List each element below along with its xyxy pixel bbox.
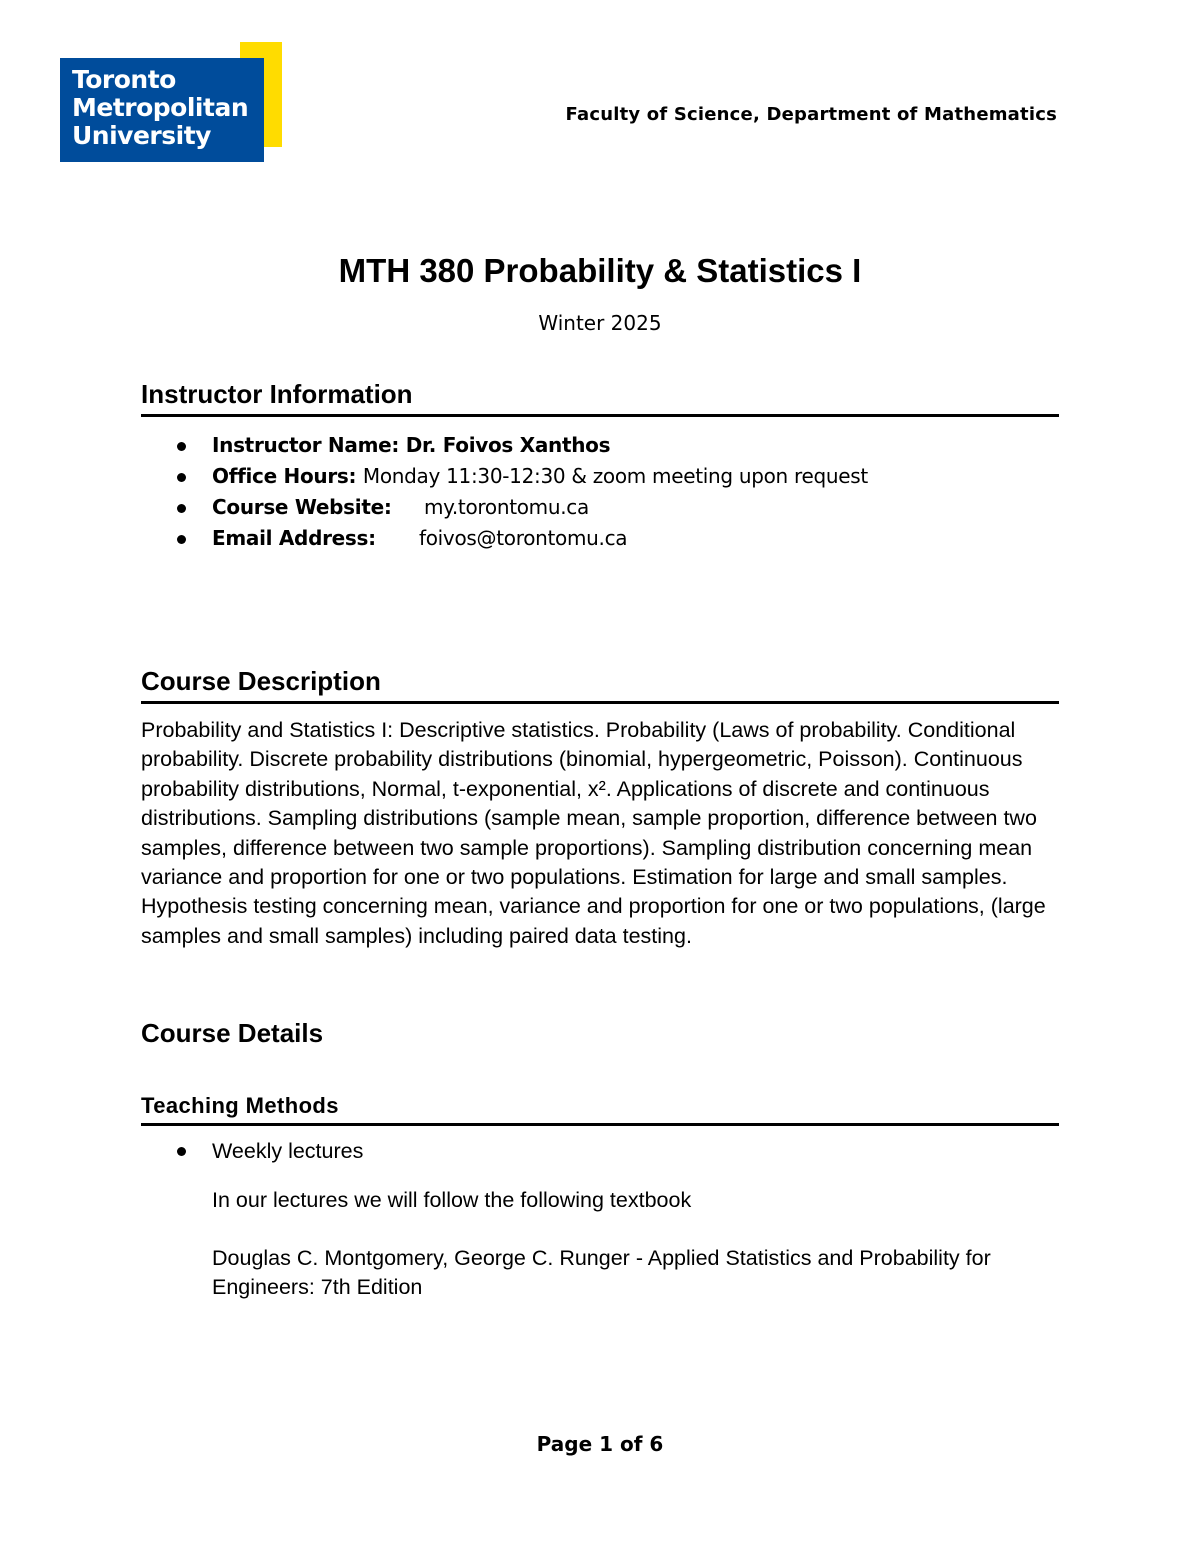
page-number: Page 1 of 6 [536, 1432, 664, 1456]
email-link[interactable]: foivos@torontomu.ca [419, 526, 628, 550]
instructor-section-rule [141, 414, 1059, 417]
description-section-rule [141, 701, 1059, 704]
instructor-section-title: Instructor Information [141, 379, 413, 409]
logo-line-3: University [72, 121, 211, 150]
course-description-text: Probability and Statistics I: Descriptive statistics. Probability (Laws of probability. Conditional probability. Discrete probability distributions (binomial, hypergeometric, Poisson). Continuous probability distributions, Normal, t-exponential, x². Applications of discrete and continuous distributions. Sampling distributions (sample mean, sample proportion, difference between two samples, difference between two sample proportions). Sampling distribution concerning mean variance and proportion for one or two populations. Estimation for large and small samples. Hypothesis testing concerning mean, variance and proportion for one or two populations, (large samples and small samples) including paired data testing. [141, 718, 1046, 948]
office-hours-value: Monday 11:30-12:30 & zoom meeting upon request [362, 464, 868, 488]
faculty-department: Faculty of Science, Department of Mathematics [565, 104, 1057, 125]
office-hours-item [141, 461, 868, 492]
course-term: Winter 2025 [538, 311, 662, 335]
university-logo [60, 42, 282, 162]
instructor-name-value: Dr. Foivos Xanthos [405, 433, 611, 457]
logo-yellow-bar [264, 42, 282, 147]
email-item [141, 523, 868, 554]
bullet-icon [177, 442, 186, 451]
bullet-icon [177, 535, 186, 544]
bullet-icon [177, 473, 186, 482]
teaching-method-label: Weekly lectures [212, 1139, 364, 1163]
description-section-title: Course Description [141, 666, 381, 696]
teaching-methods-list [141, 1136, 363, 1166]
teaching-methods-title: Teaching Methods [141, 1093, 339, 1118]
teaching-methods-rule [141, 1123, 1059, 1126]
bullet-icon [177, 504, 186, 513]
instructor-name-label: Instructor Name: [212, 433, 406, 457]
instructor-info-list [141, 430, 868, 554]
logo-text [72, 66, 248, 150]
course-website-item [141, 492, 868, 523]
textbook-reference: Douglas C. Montgomery, George C. Runger - Applied Statistics and Probability for Engineers: 7th Edition [212, 1246, 991, 1300]
email-label: Email Address: [212, 526, 376, 550]
instructor-name-item [141, 430, 868, 461]
course-website-link[interactable]: my.torontomu.ca [424, 495, 589, 519]
details-section-title: Course Details [141, 1018, 324, 1048]
course-title: MTH 380 Probability & Statistics I [338, 252, 862, 289]
list-item [141, 1136, 363, 1166]
bullet-icon [177, 1147, 186, 1156]
office-hours-label: Office Hours: [212, 464, 363, 488]
logo-line-1: Toronto [72, 65, 176, 94]
logo-line-2: Metropolitan [72, 93, 249, 122]
textbook-intro: In our lectures we will follow the following textbook [212, 1188, 692, 1212]
course-website-label: Course Website: [212, 495, 392, 519]
